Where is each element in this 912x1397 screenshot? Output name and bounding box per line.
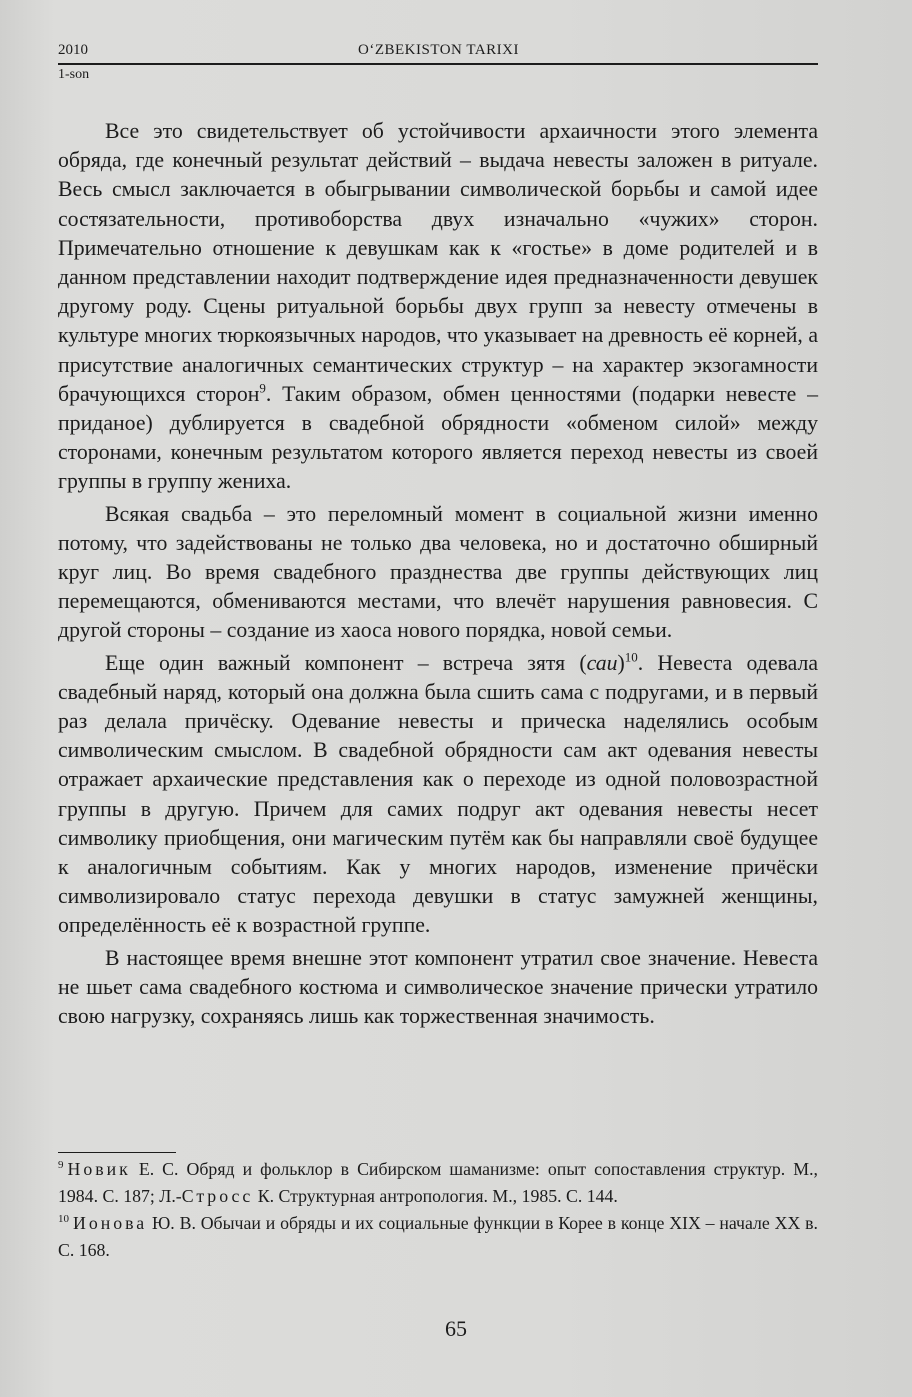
footnote-9-text2: К. Структурная антропология. М., 1985. С. 144. [253,1186,618,1206]
footnote-10-author1: Ионова [73,1213,148,1233]
paragraph-3-rest: . Невеста одевала свадебный наряд, который она должна была сшить сама с подругами, и в первый раз делала причёску. Одевание невесты и прическа наделялись особым символическим смыслом. В свадебной обрядности сам акт одевания невесты отражает архаические представления как о переходе из одной половозрастной группы в другую. Причем для самих подруг акт одевания невесты несет символику приобщения, они магическим путём как бы направляли своё будущее к аналогичным событиям. Как у многих народов, изменение причёски символизировало статус перехода девушки в статус замужней женщины, определённость её к возрастной группе. [58,650,818,938]
header-rule [58,63,818,65]
footnote-10 [58,1210,818,1264]
paragraph-1-end: . Таким образом, обмен ценностями (подарки невесте – приданое) дублируется в свадебной обрядности «обменом силой» между сторонами, конечным результатом которого является переход невесты из своей группы в группу жениха. [58,381,818,494]
footnote-10-text1: Ю. В. Обычаи и обряды и их социальные функции в Корее в конце XIX – начале XX в. С. 168. [58,1213,818,1260]
footnote-9-author2: Стросс [181,1186,254,1206]
paragraph-3-paren: ) [617,650,625,675]
paragraph-2: Всякая свадьба – это переломный момент в социальной жизни именно потому, что задействованы не только два человека, но и достаточно обширный круг лиц. Во время свадебного празднества две группы действующих лиц перемещаются, обмениваются местами, что влечёт нарушения равновесия. С другой стороны – создание из хаоса нового порядка, новой семьи. [58,501,818,643]
footnote-ref-9: 9 [259,380,266,396]
footnote-9-author1: Новик [67,1159,131,1179]
paragraph-4: В настоящее время внешне этот компонент утратил свое значение. Невеста не шьет сама свадебного костюма и символическое значение прически утратило свою нагрузку, сохраняясь лишь как торжественная значимость. [58,945,818,1029]
header-issue: 1-son [58,67,90,82]
header-year: 2010 [58,42,88,58]
running-header [58,40,818,88]
paragraph-3 [58,649,818,941]
paragraph-3-start: Еще один важный компонент – встреча зятя ( [105,650,587,675]
footnote-ref-10: 10 [624,649,638,665]
footnotes [58,1156,818,1264]
footnote-9 [58,1156,818,1210]
body-text [58,117,818,1031]
paragraph-1 [58,117,818,497]
paragraph-1-text: Все это свидетельствует об устойчивости архаичности этого элемента обряда, где конечный результат действий – выдача невесты заложен в ритуале. Весь смысл заключается в обыгрывании символической борьбы и самой идее состязательности, противоборства двух изначально «чужих» сторон. Примечательно отношение к девушкам как к «гостье» в доме родителей и в данном представлении находит подтверждение идея предназначенности девушек другому роду. Сцены ритуальной борьбы двух групп за невесту отмечены в культуре многих тюркоязычных народов, что указывает на древность её корней, а присутствие аналогичных семантических структур – на характер экзогамности брачующихся сторон [58,119,818,406]
page-number: 65 [445,1316,467,1341]
header-journal-title: O‘ZBEKISTON TARIXI [358,42,519,58]
footnote-9-text1: Е. С. Обряд и фольклор в Сибирском шаманизме: опыт сопоставления структур. М., 1984. С. 187; Л.- [58,1159,818,1206]
term-sai: саи [586,650,618,675]
footnote-10-mark: 10 [58,1213,69,1226]
footnote-rule [58,1152,176,1153]
footnote-9-mark: 9 [58,1159,64,1172]
